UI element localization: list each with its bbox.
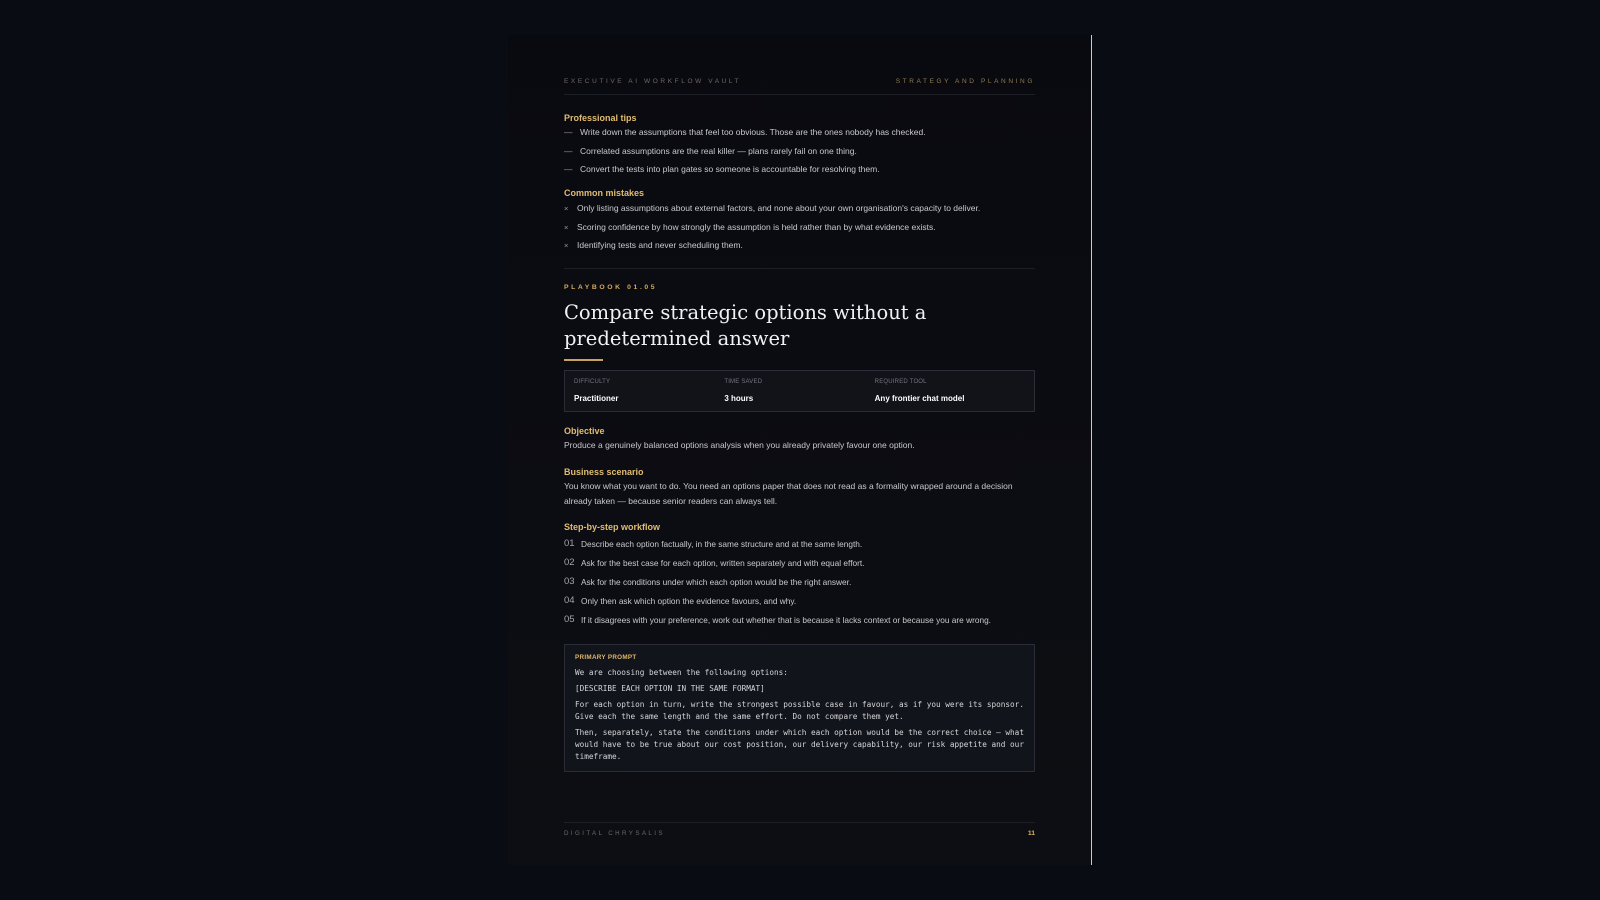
tip-item <box>564 164 1035 183</box>
scenario-heading: Business scenario <box>564 467 644 477</box>
step-number: 05 <box>564 614 575 625</box>
workflow-step <box>564 610 1035 629</box>
meta-value: Any frontier chat model <box>874 394 965 403</box>
tip-text: Correlated assumptions are the real killer — plans rarely fail on one thing. <box>580 145 857 156</box>
mistake-item <box>564 240 1035 259</box>
step-text: If it disagrees with your preference, work out whether that is because it lacks context or because you are wrong. <box>581 614 991 625</box>
page-number: 11 <box>1027 830 1035 837</box>
prompt-line: [DESCRIBE EACH OPTION IN THE SAME FORMAT] <box>575 684 765 693</box>
meta-value: Practitioner <box>574 394 619 403</box>
step-text: Ask for the best case for each option, written separately and with equal effort. <box>581 557 865 568</box>
meta-key: TIME SAVED <box>724 379 763 385</box>
workflow-step <box>564 572 1035 591</box>
tip-item <box>564 127 1035 146</box>
page-content <box>564 35 1035 865</box>
meta-difficulty <box>574 379 724 411</box>
objective-text: Produce a genuinely balanced options analysis when you already privately favour one option. <box>564 440 915 450</box>
footer-brand: DIGITAL CHRYSALIS <box>564 830 665 837</box>
mistake-text: Scoring confidence by how strongly the assumption is held rather than by what evidence exists. <box>577 221 936 232</box>
cross-icon: × <box>564 222 569 232</box>
tip-item <box>564 146 1035 165</box>
tips-section <box>564 113 1035 183</box>
running-head-left: EXECUTIVE AI WORKFLOW VAULT <box>564 78 742 85</box>
dash-marker: — <box>564 127 573 137</box>
document-page <box>508 35 1092 865</box>
dash-marker: — <box>564 145 573 156</box>
workflow-steps <box>564 534 1035 629</box>
prompt-line: For each option in turn, write the strongest possible case in favour, as if you were its sponsor. Give each the same length and the same effort. Do not compare them yet. <box>575 700 1029 721</box>
tips-heading: Professional tips <box>564 113 637 123</box>
playbook-eyebrow: PLAYBOOK 01.05 <box>564 284 658 291</box>
tip-text: Write down the assumptions that feel too obvious. Those are the ones nobody has checked. <box>580 127 926 137</box>
workflow-step <box>564 534 1035 553</box>
running-head-right: STRATEGY AND PLANNING <box>895 78 1035 85</box>
workflow-step <box>564 553 1035 572</box>
prompt-line: We are choosing between the following options: <box>575 668 788 677</box>
running-head <box>564 78 1035 95</box>
mistake-item <box>564 222 1035 241</box>
step-text: Ask for the conditions under which each option would be the right answer. <box>581 576 852 587</box>
prompt-line: Then, separately, state the conditions under which each option would be the correct choice — what would have to be true about our cost position, our delivery capability, our risk appetite and our timeframe. <box>575 728 1029 761</box>
mistake-item <box>564 203 1035 222</box>
meta-key: REQUIRED TOOL <box>874 379 927 385</box>
step-number: 04 <box>564 595 575 606</box>
mistake-text: Only listing assumptions about external factors, and none about your own organisation's capacity to deliver. <box>577 203 981 213</box>
step-text: Describe each option factually, in the same structure and at the same length. <box>581 538 863 549</box>
dash-marker: — <box>564 164 573 174</box>
section-divider <box>564 268 1035 269</box>
step-number: 02 <box>564 557 575 568</box>
meta-key: DIFFICULTY <box>574 379 611 385</box>
meta-time-saved <box>724 379 874 411</box>
prompt-label: PRIMARY PROMPT <box>575 654 637 661</box>
playbook-title: Compare strategic options without a predetermined answer <box>564 301 927 350</box>
workflow-heading: Step-by-step workflow <box>564 522 661 532</box>
mistakes-heading: Common mistakes <box>564 188 645 198</box>
scenario-section <box>564 467 1035 508</box>
objective-heading: Objective <box>564 426 605 436</box>
objective-section <box>564 426 1035 453</box>
tip-text: Convert the tests into plan gates so someone is accountable for resolving them. <box>580 164 880 174</box>
playbook-meta-box <box>564 370 1035 412</box>
meta-required-tool <box>875 379 1025 411</box>
step-number: 03 <box>564 576 575 587</box>
page-footer <box>564 822 1035 837</box>
scenario-text: You know what you want to do. You need an options paper that does not read as a formality wrapped around a decision already taken — because senior readers can always tell. <box>564 481 1013 506</box>
workflow-step <box>564 591 1035 610</box>
cross-icon: × <box>564 204 569 213</box>
primary-prompt-box <box>564 644 1035 772</box>
cross-icon: × <box>564 241 569 250</box>
workflow-section <box>564 522 1035 629</box>
step-text: Only then ask which option the evidence favours, and why. <box>581 595 797 606</box>
mistake-text: Identifying tests and never scheduling them. <box>577 240 743 250</box>
meta-value: 3 hours <box>724 394 754 403</box>
step-number: 01 <box>564 538 575 549</box>
mistakes-section <box>564 188 1035 259</box>
title-underline <box>564 359 603 361</box>
